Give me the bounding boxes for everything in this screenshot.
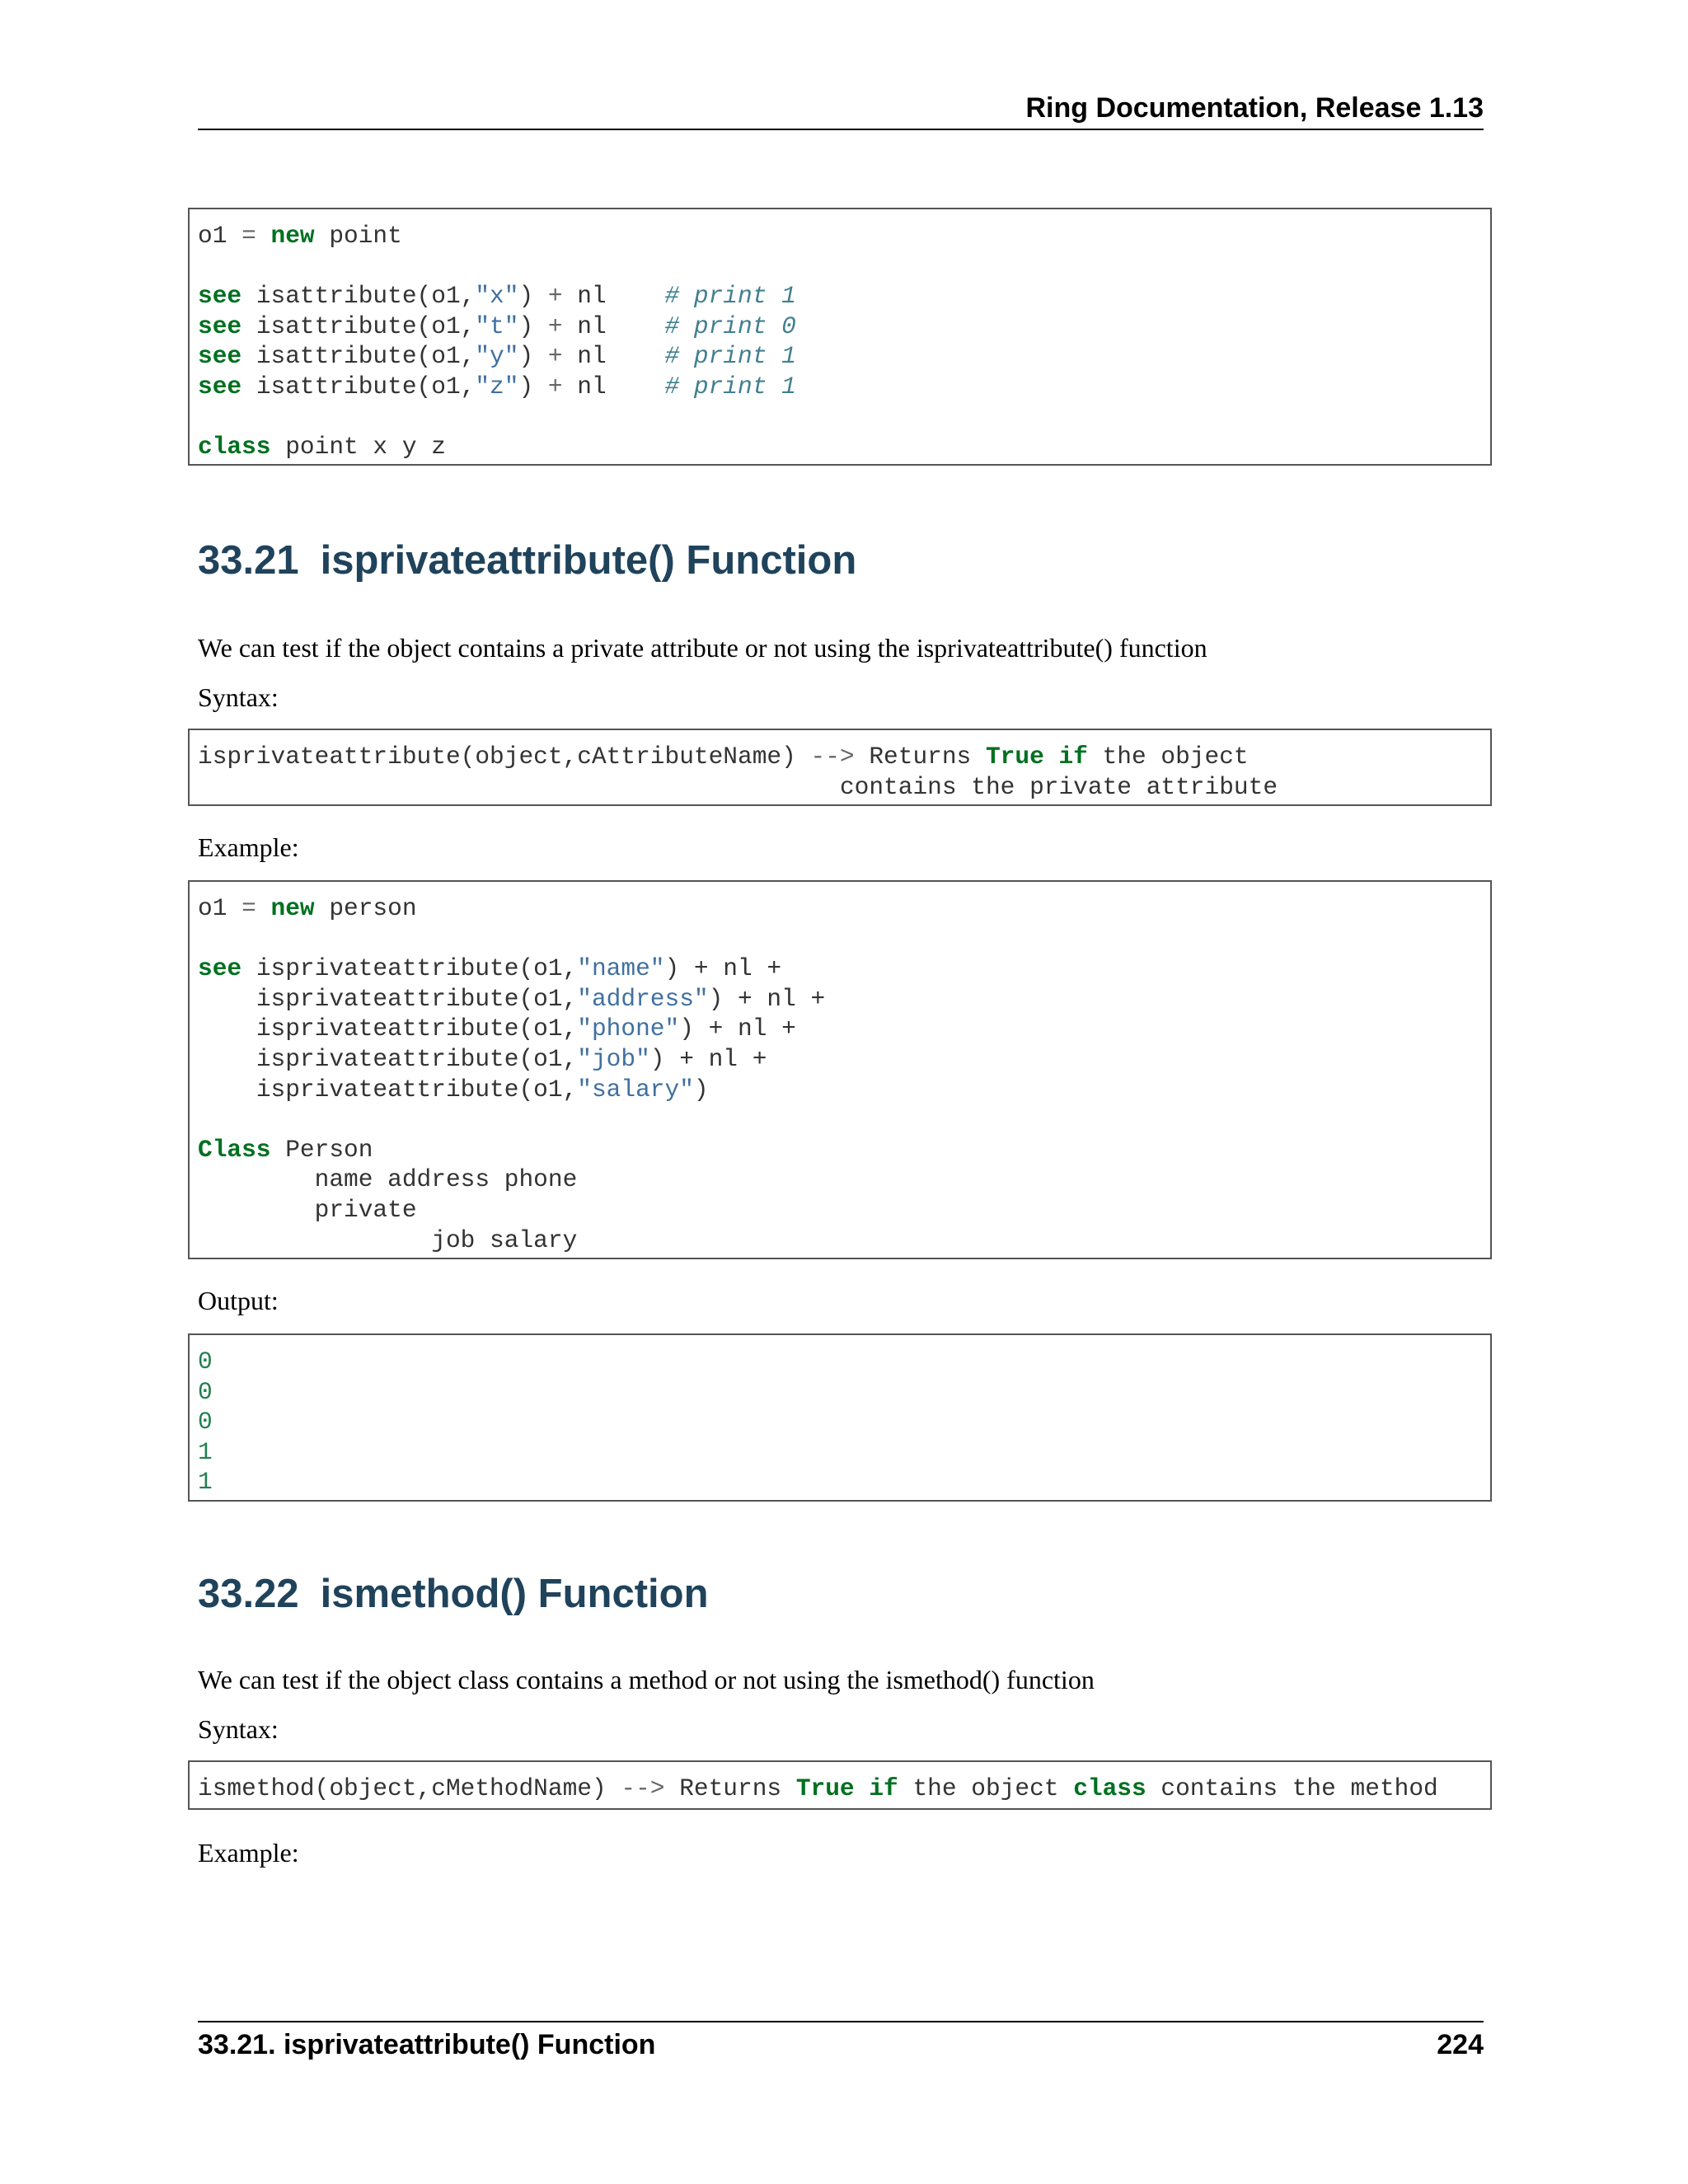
code-block-output [188,1333,1492,1502]
syntax-label: Syntax: [198,682,279,712]
code-line: o1 = new point [198,222,402,250]
syntax-label: Syntax: [198,1714,279,1744]
running-header: Ring Documentation, Release 1.13 [1025,92,1484,124]
code-line: see isattribute(o1,"z") + nl # print 1 [198,372,796,401]
section-intro: We can test if the object contains a private attribute or not using the isprivateattribute() function [198,633,1207,663]
code-line: name address phone [314,1165,578,1194]
code-line: see isattribute(o1,"x") + nl # print 1 [198,282,796,311]
code-line: job salary [431,1226,578,1254]
page-number: 224 [1437,2029,1484,2060]
output-line: 0 [198,1408,213,1436]
code-line: see isattribute(o1,"t") + nl # print 0 [198,312,796,340]
page-footer [198,2029,1484,2061]
code-block-ismethod-syntax [188,1760,1492,1810]
code-line: isprivateattribute(o1,"job") + nl + [256,1044,767,1073]
code-line: private [314,1195,417,1224]
code-block-isattribute-example [188,208,1492,466]
code-line: Class Person [198,1135,373,1164]
example-label: Example: [198,832,299,862]
code-line: isprivateattribute(object,cAttributeName) --> Returns True if the object [198,743,1249,771]
code-line: see isprivateattribute(o1,"name") + nl + [198,954,782,983]
code-block-isprivateattribute-syntax [188,729,1492,806]
code-line: ismethod(object,cMethodName) --> Returns True if the object class contains the method [198,1774,1438,1802]
footer-section-title: 33.21. isprivateattribute() Function [198,2029,656,2060]
output-line: 0 [198,1377,213,1406]
code-line: isprivateattribute(o1,"salary") [256,1075,709,1104]
section-heading-33-21: 33.21 isprivateattribute() Function [198,538,857,583]
output-line: 1 [198,1468,213,1497]
code-line: contains the private attribute [839,772,1278,801]
code-line: see isattribute(o1,"y") + nl # print 1 [198,342,796,371]
header-rule [198,129,1484,130]
code-line: class point x y z [198,433,446,462]
section-intro: We can test if the object class contains a method or not using the ismethod() function [198,1665,1095,1694]
output-line: 0 [198,1347,213,1376]
code-line: o1 = new person [198,894,417,922]
code-line: isprivateattribute(o1,"address") + nl + [256,984,826,1013]
code-block-isprivateattribute-example [188,880,1492,1259]
example-label: Example: [198,1838,299,1868]
footer-rule [198,2021,1484,2022]
output-label: Output: [198,1286,279,1315]
output-line: 1 [198,1437,213,1466]
section-heading-33-22: 33.22 ismethod() Function [198,1572,709,1616]
code-line: isprivateattribute(o1,"phone") + nl + [256,1015,796,1043]
